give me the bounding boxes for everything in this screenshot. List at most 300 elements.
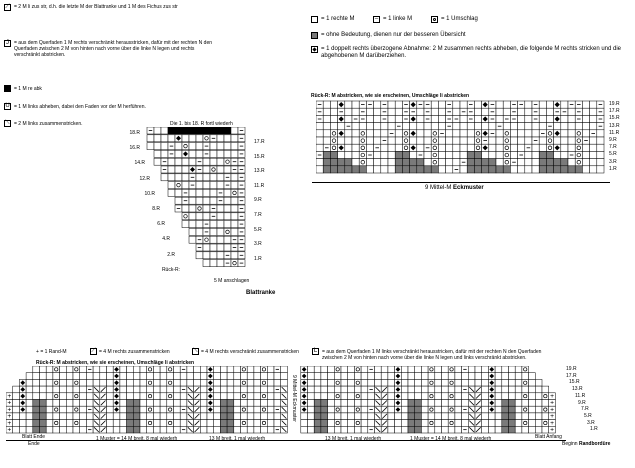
chart-cell — [238, 127, 245, 134]
chart-cell — [323, 108, 330, 115]
chart-cell — [308, 393, 315, 400]
svg-text:+: + — [7, 399, 12, 407]
row-label: 18.R — [129, 130, 140, 136]
chart-cell — [153, 386, 160, 393]
chart-cell — [424, 151, 431, 158]
chart-cell — [421, 393, 428, 400]
chart-cell — [167, 393, 174, 400]
chart-cell — [323, 166, 330, 173]
chart-cell — [60, 406, 67, 413]
chart-cell — [66, 406, 73, 413]
chart-cell — [546, 144, 553, 151]
chart-cell — [575, 115, 582, 122]
chart-cell — [210, 221, 217, 228]
chart-cell — [546, 130, 553, 137]
chart-cell — [554, 151, 561, 158]
chart-cell — [431, 159, 438, 166]
chart-cell — [424, 115, 431, 122]
chart-cell — [455, 426, 462, 433]
chart-cell — [203, 260, 210, 267]
chart-cell — [554, 137, 561, 144]
chart-cell — [254, 373, 261, 380]
chart-cell — [224, 236, 231, 243]
chart-cell — [241, 386, 248, 393]
chart-cell — [86, 386, 93, 393]
chart-cell — [503, 130, 510, 137]
chart-cell — [281, 420, 288, 427]
chart-cell — [467, 130, 474, 137]
chart-cell — [93, 373, 100, 380]
chart-cell — [368, 393, 375, 400]
chart-cell — [66, 366, 73, 373]
chart-cell — [395, 137, 402, 144]
bottom-label: Beginn Randbordüre — [562, 441, 611, 447]
chart-cell — [522, 420, 529, 427]
chart-cell — [196, 244, 203, 251]
chart-cell — [455, 379, 462, 386]
chart-cell — [160, 379, 167, 386]
chart-cell — [207, 400, 214, 407]
dash-icon: – — [374, 16, 379, 22]
chart-cell — [529, 393, 536, 400]
chart-cell — [167, 386, 174, 393]
chart-cell — [375, 373, 382, 380]
chart-cell — [330, 115, 337, 122]
chart-cell — [224, 244, 231, 251]
chart-cell — [167, 373, 174, 380]
chart-cell — [475, 393, 482, 400]
chart-cell — [535, 379, 542, 386]
chart-cell — [227, 386, 234, 393]
chart-cell — [375, 426, 382, 433]
chart-cell — [182, 205, 189, 212]
row-label: 8.R — [152, 206, 160, 212]
chart-cell — [175, 143, 182, 150]
chart-cell — [224, 189, 231, 196]
chart-cell — [120, 400, 127, 407]
chart-cell — [575, 159, 582, 166]
chart-cell — [467, 166, 474, 173]
chart-cell — [522, 379, 529, 386]
chart-cell — [468, 426, 475, 433]
chart-cell — [80, 373, 87, 380]
chart-cell — [247, 393, 254, 400]
chart-cell — [46, 393, 53, 400]
chart-cell — [502, 400, 509, 407]
chart-cell — [227, 406, 234, 413]
row-label: 1.R — [590, 426, 598, 433]
chart-cell — [203, 252, 210, 259]
chart-cell — [338, 137, 345, 144]
chart-cell — [217, 158, 224, 165]
chart-cell — [241, 426, 248, 433]
chart-cell — [597, 130, 604, 137]
chart-cell — [187, 379, 194, 386]
row-label: 13.R — [254, 168, 265, 175]
chart-cell — [582, 130, 589, 137]
diamond-icon — [311, 46, 318, 53]
chart-cell — [435, 373, 442, 380]
chart-cell — [474, 137, 481, 144]
chart-cell — [26, 400, 33, 407]
chart-cell — [217, 252, 224, 259]
chart-cell — [261, 379, 268, 386]
chart-cell — [207, 420, 214, 427]
chart-cell — [352, 151, 359, 158]
chart-cell — [241, 373, 248, 380]
row-label: 15.R — [254, 153, 265, 160]
chart-cell — [561, 101, 568, 108]
chart-cell — [207, 426, 214, 433]
chart-cell — [267, 426, 274, 433]
chart-cell — [509, 426, 516, 433]
chart-cell — [482, 108, 489, 115]
chart-cell — [210, 174, 217, 181]
chart-cell — [496, 137, 503, 144]
chart-cell — [435, 379, 442, 386]
chart-cell — [374, 159, 381, 166]
chart-cell — [510, 144, 517, 151]
chart-cell — [274, 379, 281, 386]
eckmuster-header: Rück-R: M abstricken, wie sie erscheinen, Umschläge li abstricken — [311, 93, 470, 99]
chart-cell — [231, 143, 238, 150]
chart-cell — [381, 137, 388, 144]
chart-cell — [482, 379, 489, 386]
chart-cell — [468, 400, 475, 407]
chart-cell — [254, 400, 261, 407]
row-label: 17.R — [609, 108, 620, 115]
chart-cell — [529, 373, 536, 380]
chart-cell — [431, 144, 438, 151]
chart-cell — [210, 244, 217, 251]
chart-cell — [462, 386, 469, 393]
chart-cell — [510, 115, 517, 122]
chart-cell — [424, 130, 431, 137]
chart-cell — [488, 400, 495, 407]
chart-cell — [532, 137, 539, 144]
chart-cell — [438, 137, 445, 144]
chart-cell — [73, 400, 80, 407]
chart-cell — [575, 166, 582, 173]
chart-cell — [381, 400, 388, 407]
chart-cell — [220, 373, 227, 380]
chart-cell — [428, 406, 435, 413]
chart-cell — [338, 130, 345, 137]
chart-cell — [203, 221, 210, 228]
chart-cell — [495, 400, 502, 407]
chart-cell — [502, 366, 509, 373]
chart-cell — [238, 213, 245, 220]
chart-cell — [316, 166, 323, 173]
chart-cell — [496, 108, 503, 115]
chart-cell — [80, 386, 87, 393]
chart-cell — [495, 379, 502, 386]
chart-cell — [187, 373, 194, 380]
chart-cell — [381, 151, 388, 158]
randbordure-grid — [6, 366, 566, 434]
chart-cell — [161, 174, 168, 181]
chart-cell — [113, 406, 120, 413]
chart-cell — [175, 174, 182, 181]
chart-cell — [254, 413, 261, 420]
chart-cell — [453, 137, 460, 144]
chart-cell — [107, 373, 114, 380]
chart-cell — [238, 260, 245, 267]
chart-cell — [189, 158, 196, 165]
chart-cell — [515, 406, 522, 413]
chart-cell — [19, 420, 26, 427]
chart-cell — [174, 373, 181, 380]
chart-cell — [518, 101, 525, 108]
chart-cell — [147, 420, 154, 427]
chart-cell — [26, 373, 33, 380]
chart-cell — [100, 426, 107, 433]
chart-cell — [446, 144, 453, 151]
chart-cell — [189, 213, 196, 220]
chart-cell — [107, 393, 114, 400]
chart-cell — [431, 115, 438, 122]
chart-cell — [210, 150, 217, 157]
chart-cell — [374, 144, 381, 151]
chart-cell — [200, 379, 207, 386]
chart-cell — [368, 386, 375, 393]
svg-text:+: + — [550, 419, 555, 427]
chart-cell — [438, 101, 445, 108]
chart-cell — [554, 159, 561, 166]
chart-cell — [133, 386, 140, 393]
chart-cell — [415, 413, 422, 420]
chart-cell — [474, 159, 481, 166]
chart-cell — [189, 228, 196, 235]
chart-cell — [496, 159, 503, 166]
chart-cell — [200, 366, 207, 373]
chart-cell — [488, 393, 495, 400]
row-label: 14.R — [134, 160, 145, 167]
chart-cell — [467, 101, 474, 108]
chart-cell — [323, 144, 330, 151]
chart-cell — [368, 420, 375, 427]
row-label: 9.R — [254, 197, 262, 204]
chart-cell — [518, 151, 525, 158]
chart-cell — [503, 101, 510, 108]
chart-cell — [214, 406, 221, 413]
chart-cell — [539, 115, 546, 122]
chart-cell — [417, 166, 424, 173]
chart-cell — [368, 366, 375, 373]
chart-cell — [53, 400, 60, 407]
chart-cell — [509, 400, 516, 407]
chart-cell — [314, 379, 321, 386]
chart-cell — [482, 115, 489, 122]
chart-cell — [495, 373, 502, 380]
chart-cell — [388, 400, 395, 407]
chart-cell — [334, 426, 341, 433]
chart-cell — [321, 420, 328, 427]
chart-cell — [308, 379, 315, 386]
chart-cell — [160, 393, 167, 400]
chart-cell — [460, 151, 467, 158]
chart-cell — [474, 151, 481, 158]
chart-cell — [395, 406, 402, 413]
chart-cell — [495, 413, 502, 420]
chart-cell — [60, 379, 67, 386]
chart-cell — [316, 108, 323, 115]
chart-cell — [261, 393, 268, 400]
chart-cell — [254, 420, 261, 427]
chart-cell — [582, 137, 589, 144]
chart-cell — [539, 130, 546, 137]
chart-cell — [495, 420, 502, 427]
chart-cell — [529, 413, 536, 420]
chart-cell — [352, 159, 359, 166]
chart-cell — [525, 130, 532, 137]
chart-cell — [410, 166, 417, 173]
chart-cell — [462, 373, 469, 380]
chart-cell — [546, 166, 553, 173]
chart-cell — [174, 413, 181, 420]
chart-cell — [435, 406, 442, 413]
chart-cell — [281, 386, 288, 393]
chart-cell — [231, 197, 238, 204]
chart-cell — [180, 373, 187, 380]
chart-cell — [93, 406, 100, 413]
chart-cell — [424, 108, 431, 115]
chart-cell — [503, 151, 510, 158]
bottom-label: 1 Muster = 14 M breit, 8 mal wiederh — [96, 436, 178, 442]
chart-cell — [345, 144, 352, 151]
chart-cell — [442, 400, 449, 407]
chart-cell — [174, 420, 181, 427]
chart-cell — [60, 420, 67, 427]
chart-cell — [402, 101, 409, 108]
chart-cell — [468, 413, 475, 420]
chart-cell — [147, 366, 154, 373]
chart-cell — [323, 151, 330, 158]
row-label: 17.R — [254, 139, 265, 145]
chart-cell — [140, 379, 147, 386]
chart-cell — [460, 137, 467, 144]
chart-cell — [308, 406, 315, 413]
chart-cell — [381, 101, 388, 108]
chart-cell — [323, 137, 330, 144]
chart-cell — [301, 379, 308, 386]
legend-text: = 1 M links abheben, dabei den Faden vor der M herführen. — [14, 104, 146, 110]
chart-cell — [488, 406, 495, 413]
chart-cell — [395, 379, 402, 386]
chart-cell — [489, 166, 496, 173]
chart-cell — [93, 393, 100, 400]
chart-cell — [238, 143, 245, 150]
chart-cell — [93, 400, 100, 407]
chart-cell — [220, 420, 227, 427]
chart-cell — [421, 406, 428, 413]
chart-cell — [525, 166, 532, 173]
chart-cell — [428, 366, 435, 373]
chart-cell — [361, 373, 368, 380]
chart-cell — [267, 379, 274, 386]
chart-cell — [203, 135, 210, 142]
chart-cell — [415, 386, 422, 393]
chart-cell — [189, 174, 196, 181]
chart-cell — [203, 205, 210, 212]
chart-cell — [254, 379, 261, 386]
row-label: 3.R — [254, 241, 262, 248]
chart-cell — [210, 127, 217, 134]
chart-cell — [582, 151, 589, 158]
chart-cell — [40, 366, 47, 373]
chart-cell — [194, 386, 201, 393]
chart-cell — [468, 366, 475, 373]
chart-cell — [431, 166, 438, 173]
chart-cell — [334, 393, 341, 400]
chart-cell — [388, 115, 395, 122]
chart-cell — [196, 228, 203, 235]
chart-cell — [196, 182, 203, 189]
chart-cell — [168, 127, 175, 134]
chart-cell — [460, 108, 467, 115]
chart-cell — [180, 413, 187, 420]
chart-cell — [395, 386, 402, 393]
chart-cell — [442, 373, 449, 380]
chart-cell — [435, 413, 442, 420]
chart-cell — [66, 420, 73, 427]
chart-cell — [207, 379, 214, 386]
chart-cell — [13, 406, 20, 413]
chart-cell — [462, 426, 469, 433]
chart-cell — [348, 386, 355, 393]
chart-cell — [93, 386, 100, 393]
chart-cell — [217, 213, 224, 220]
chart-cell — [281, 373, 288, 380]
chart-cell — [388, 123, 395, 130]
chart-cell — [381, 420, 388, 427]
chart-cell — [231, 189, 238, 196]
chart-cell — [352, 166, 359, 173]
chart-cell — [107, 400, 114, 407]
chart-cell — [359, 123, 366, 130]
chart-cell — [182, 189, 189, 196]
chart-cell — [495, 366, 502, 373]
chart-cell — [509, 386, 516, 393]
chart-cell — [345, 130, 352, 137]
chart-cell — [189, 236, 196, 243]
chart-cell — [597, 137, 604, 144]
chart-cell — [234, 386, 241, 393]
chart-cell — [402, 115, 409, 122]
chart-cell — [261, 400, 268, 407]
chart-cell — [338, 144, 345, 151]
chart-cell — [388, 420, 395, 427]
chart-cell — [348, 426, 355, 433]
chart-cell — [368, 426, 375, 433]
chart-cell — [217, 182, 224, 189]
chart-cell — [395, 108, 402, 115]
row-label: 9.R — [578, 399, 586, 406]
chart-cell — [348, 413, 355, 420]
chart-cell — [535, 400, 542, 407]
chart-cell — [467, 123, 474, 130]
chart-cell — [417, 115, 424, 122]
row-label: 5.R — [584, 412, 592, 419]
chart-cell — [187, 413, 194, 420]
chart-cell — [224, 197, 231, 204]
chart-cell — [428, 426, 435, 433]
chart-cell — [359, 108, 366, 115]
chart-cell — [532, 123, 539, 130]
chart-cell — [194, 373, 201, 380]
chart-cell — [241, 379, 248, 386]
chart-cell — [161, 127, 168, 134]
